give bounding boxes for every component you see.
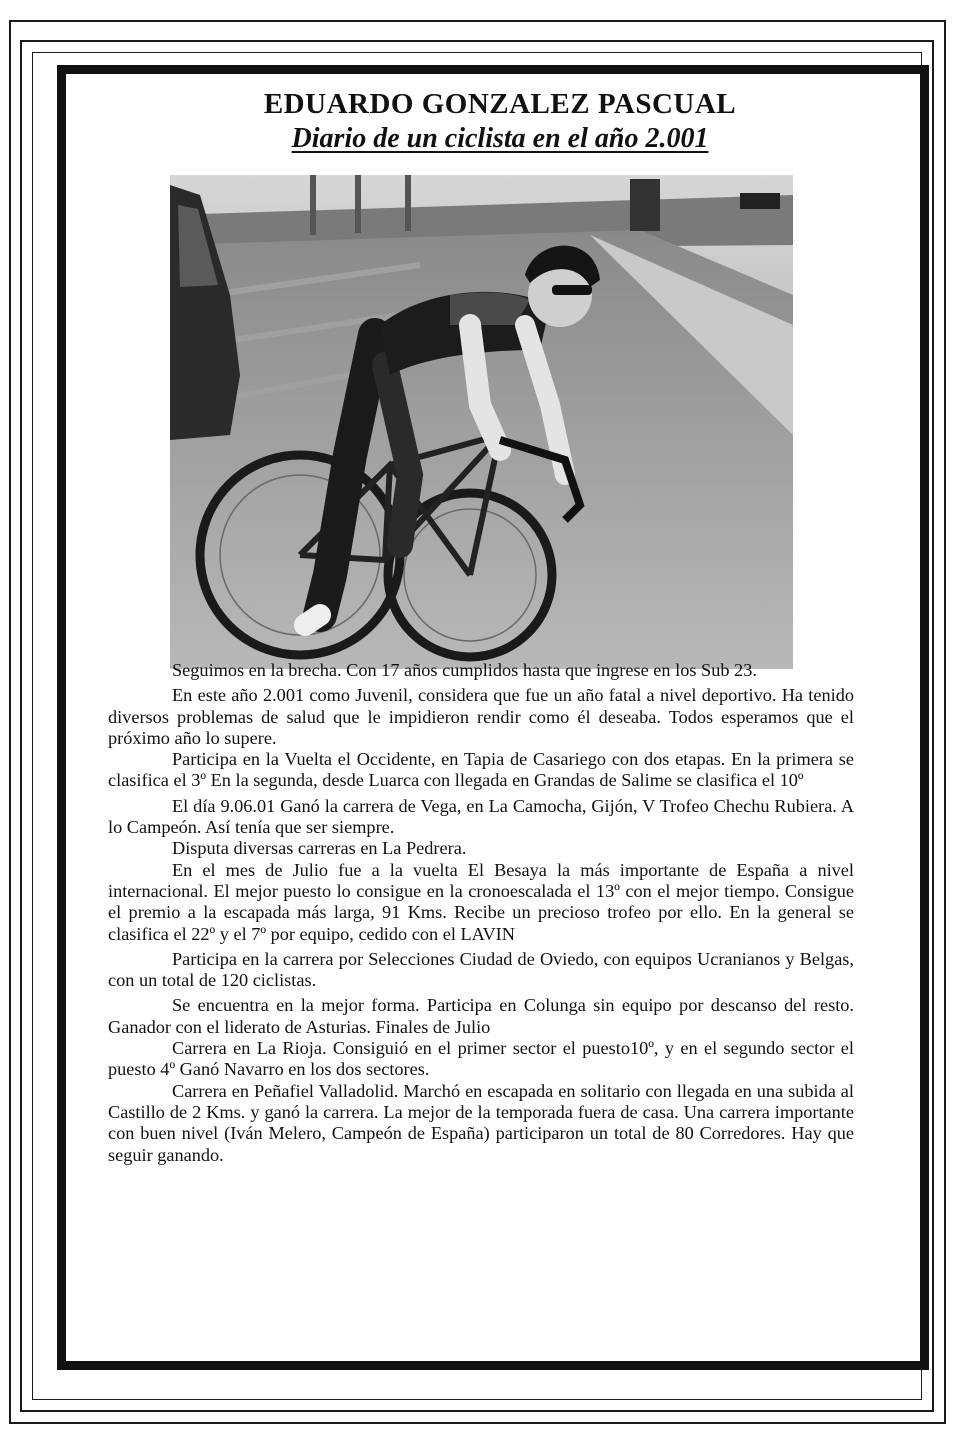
paragraph: Participa en la Vuelta el Occidente, en Tapia de Casariego con dos etapas. En la primera se clasifica el 3º En la segunda, desde Luarca con llegada en Grandas de Salime se clasifica el 10º xyxy=(108,749,854,791)
paragraph: Se encuentra en la mejor forma. Participa en Colunga sin equipo por descanso del resto. Ganador con el liderato de Asturias. Finales de Julio xyxy=(108,995,854,1037)
page-title: EDUARDO GONZALEZ PASCUAL xyxy=(263,88,737,120)
paragraph: En este año 2.001 como Juvenil, considera que fue un año fatal a nivel deportivo. Ha tenido diversos problemas de salud que le impidieron rendir como él deseaba. Todos esperamos que el próximo año lo supere. xyxy=(108,685,854,748)
paragraph: En el mes de Julio fue a la vuelta El Besaya la más importante de España a nivel internacional. El mejor puesto lo consigue en la cronoescalada el 13º con el mejor tiempo. Consigue el premio a la escapada más larga, 91 Kms. Recibe un precioso trofeo por ello. En la general se clasifica el 22º y el 7º por equipo, cedido con el LAVIN xyxy=(108,859,854,944)
paragraph: Participa en la carrera por Selecciones Ciudad de Oviedo, con equipos Ucranianos y Belgas, con un total de 120 ciclistas. xyxy=(108,948,854,991)
page-subtitle xyxy=(100,123,900,155)
article-body xyxy=(108,660,854,1166)
paragraph: El día 9.06.01 Ganó la carrera de Vega, en La Camocha, Gijón, V Trofeo Chechu Rubiera. A lo Campeón. Así tenía que ser siempre. xyxy=(108,795,854,838)
cyclist-photo-illustration xyxy=(170,175,793,669)
paragraph: Disputa diversas carreras en La Pedrera. xyxy=(172,838,467,859)
subtitle-text: Diario de un ciclista en el año 2.001 xyxy=(291,123,709,154)
paragraph: Carrera en La Rioja. Consiguió en el primer sector el puesto10º, y en el segundo sector el puesto 4º Ganó Navarro en los dos sectores. xyxy=(108,1038,854,1080)
cyclist-photo xyxy=(170,175,793,669)
paragraph: Carrera en Peñafiel Valladolid. Marchó en escapada en solitario con llegada en una subida al Castillo de 2 Kms. y ganó la carrera. La mejor de la temporada fuera de casa. Una carrera importante con buen nivel (Iván Melero, Campeón de España) participaron un total de 80 Corredores. Hay que seguir ganando. xyxy=(108,1080,854,1165)
paragraph: Seguimos en la brecha. Con 17 años cumplidos hasta que ingrese en los Sub 23. xyxy=(172,660,757,680)
